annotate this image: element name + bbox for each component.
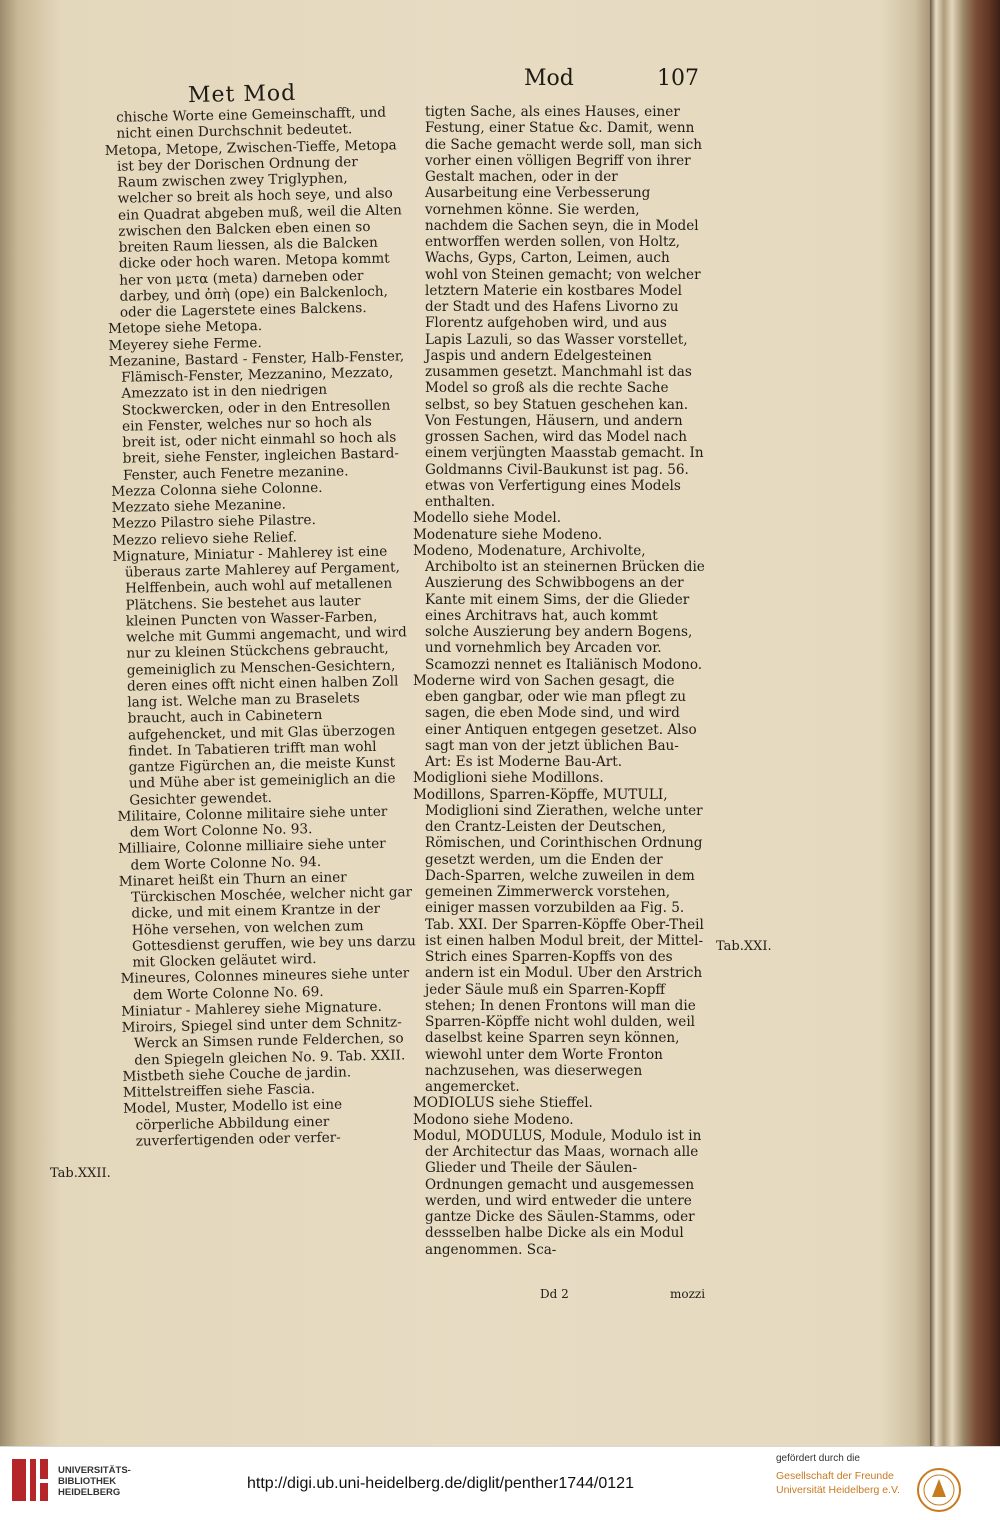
uni-line-3: HEIDELBERG — [58, 1487, 121, 1498]
university-library-logo-icon — [10, 1455, 50, 1505]
society-seal-icon — [916, 1467, 962, 1513]
entry-paragraph: Modello siehe Model. — [413, 510, 562, 527]
catchword: mozzi — [670, 1287, 706, 1301]
permalink-url[interactable]: http://digi.ub.uni-heidelberg.de/diglit/penther1744/0121 — [247, 1475, 634, 1492]
page-number: 107 — [657, 66, 699, 91]
margin-note-tab-xxi: Tab.XXI. — [716, 939, 772, 954]
entry-paragraph: Modul, MODULUS, Module, Modulo ist in der Architectur das Maas, wornach alle Glieder und Theile der Säulen-Ordnungen gemacht und ausgemessen werden, und wird entweder die untere gantze Dicke des Säulen-Stamms, oder dessselben halbe Dicke als ein Modul angenommen. Sca- — [413, 1127, 702, 1258]
entry-paragraph: Mignature, Miniatur - Mahlerey ist eine überaus zarte Mahlerey auf Pergament, Helffenbein, auch wohl auf metallenen Plätchens. Sie bestehet aus lauter kleinen Puncten von Wasser-Farben, welche mit Gummi angemacht, und wird nur zu kleinen Stückchens gebraucht, gemeiniglich zu Menschen-Gesichtern, deren eines offt nicht einen halben Zoll lang ist. Welche man zu Braselets braucht, auch in Cabinetern aufgehencket, und mit Glas überzogen findet. In Tabatieren trifft man wohl gantze Figürchen an, die meiste Kunst und Mühe aber ist gemeiniglich an die Gesichter gewendet. — [112, 543, 407, 809]
entry-paragraph: Milliaire, Colonne milliaire siehe unter dem Worte Colonne No. 94. — [118, 835, 386, 874]
entry-paragraph: Mezzo relievo siehe Relief. — [112, 528, 298, 549]
left-column — [104, 104, 420, 1149]
entry-paragraph: Mezzato siehe Mezanine. — [111, 496, 287, 516]
uni-line-2: BIBLIOTHEK — [58, 1476, 117, 1487]
entry-paragraph: Metopa, Metope, Zwischen-Tieffe, Metopa ist bey der Dorischen Ordnung der Raum zwischen zwey Triglyphen, welcher so breit als hoch seye, und also ein Quadrat abgeben muß, weil die Alten zwischen den Balcken eben einen so breiten Raum liessen, als die Balcken dicke oder hoch waren. Metopa kommt her von μετα (meta) darneben oder darbey, und ὀπὴ (ope) ein Balckenloch, oder die Lagerstete eines Balckens. — [104, 136, 402, 321]
entry-paragraph: Moderne wird von Sachen gesagt, die eben gangbar, oder wie man pflegt zu sagen, die eben Mode sind, und wird einer Antiquen entgegen gesetzet. Also sagt man von der jetzt üblichen Bau-Art: Es ist Moderne Bau-Art. — [413, 672, 697, 770]
funded-by-label: gefördert durch die — [776, 1453, 860, 1464]
entry-paragraph: Miroirs, Spiegel sind unter dem Schnitz-Werck an Simsen runde Felderchen, so den Spiegeln gleichen No. 9. Tab. XXII. — [121, 1014, 406, 1069]
entry-paragraph: Militaire, Colonne militaire siehe unter dem Wort Colonne No. 93. — [117, 803, 388, 841]
entry-paragraph: Metope siehe Metopa. — [108, 318, 263, 338]
society-line-1: Gesellschaft der Freunde — [776, 1470, 894, 1482]
signature-mark: Dd 2 — [540, 1287, 569, 1301]
entry-paragraph: Mineures, Colonnes mineures siehe unter dem Worte Colonne No. 69. — [120, 965, 410, 1004]
header-right-word: Mod — [524, 66, 574, 91]
entry-paragraph: Mistbeth siehe Couche de jardin. — [122, 1064, 352, 1085]
society-name — [776, 1469, 900, 1497]
margin-note-tab-xxii: Tab.XXII. — [50, 1166, 111, 1181]
entry-paragraph: Mezzo Pilastro siehe Pilastre. — [111, 512, 316, 533]
entry-paragraph: Modono siehe Modeno. — [413, 1111, 574, 1128]
entry-paragraph: Mezza Colonna siehe Colonne. — [111, 479, 323, 500]
header-left: Met Mod — [187, 80, 297, 109]
entry-paragraph: Mittelstreiffen siehe Fascia. — [122, 1081, 316, 1101]
entry-paragraph: Meyerey siehe Ferme. — [108, 334, 262, 354]
book-spine — [930, 0, 1000, 1446]
right-column — [413, 104, 705, 1258]
uni-line-1: UNIVERSITÄTS- — [58, 1465, 131, 1476]
entry-paragraph: Miniatur - Mahlerey siehe Mignature. — [121, 998, 382, 1020]
entry-paragraph: Modenature siehe Modeno. — [413, 526, 603, 543]
entry-paragraph: Model, Muster, Modello ist eine cörperliche Abbildung einer zuverfertigenden oder verfer- — [123, 1096, 343, 1150]
entry-paragraph: chische Worte eine Gemeinschafft, und nicht einen Durchschnit bedeutet. — [115, 104, 387, 143]
entry-paragraph: Modeno, Modenature, Archivolte, Archibolto ist an steinernen Brücken die Auszierung des Schwibbogens an der Kante mit einem Sims, der die Glieder eines Architravs hat, auch kommt solche Auszierung bey andern Bogens, und vornehmlich bey Arcaden vor. Scamozzi nennet es Italiänisch Modono. — [413, 542, 705, 673]
entry-paragraph: Modillons, Sparren-Köpffe, MUTULI, Modiglioni sind Zierathen, welche unter den Crantz-Leisten der Deutschen, Römischen, und Corinthischen Ordnung gesetzt werden, um die Enden der Dach-Sparren, welche zuweilen in dem gemeinen Zimmerwerck vorstehen, einiger massen vorzubilden aa Fig. 5. Tab. XXI. Der Sparren-Köpffe Ober-Theil ist einen halben Modul breit, der Mittel-Strich eines Sparren-Kopffs von des andern ist ein Modul. Uber den Arstrich jeder Säule muß ein Sparren-Kopff stehen; In denen Frontons will man die Sparren-Köpffe nicht wohl dulden, weil daselbst keine Sparren seyn können, wiewohl unter dem Worte Fronton nachzusehen, was dieserwegen angemercket. — [413, 786, 704, 1095]
entry-paragraph: Minaret heißt ein Thurn an einer Türckischen Moschée, welcher nicht gar dicke, und mit einem Krantze in der Höhe versehen, von welchen zum Gottesdienst geruffen, wie bey uns darzu mit Glocken geläutet wird. — [118, 869, 416, 971]
viewer-footer — [0, 1446, 1000, 1520]
entry-paragraph: Mezanine, Bastard - Fenster, Halb-Fenster, Flämisch-Fenster, Mezzanino, Mezzato, Amezzato ist in den niedrigen Stockwercken, oder in den Entresollen ein Fenster, welches nur so hoch als breit ist, oder nicht einmahl so hoch als breit, siehe Fenster, ingleichen Bastard-Fenster, auch Fenetre mezanine. — [108, 348, 405, 484]
entry-paragraph: tigten Sache, als eines Hauses, einer Festung, einer Statue &c. Damit, wenn die Sache gemacht werde soll, man sich vorher einen völligen Begriff von ihrer Gestalt machen, oder in der Ausarbeitung eine Verbesserung vornehmen könne. Sie werden, nachdem die Sachen seyn, die in Model entworffen werden sollen, von Holtz, Wachs, Gyps, Carton, Leimen, auch wohl von Steinen gemacht; von welcher letztern Materie ein kostbares Model der Stadt und des Hafens Livorno zu Florentz aufgehoben wird, und aus Lapis Lazuli, so das Wasser vorstellet, Jaspis und andern Edelgesteinen zusammen gesetzt. Manchmahl ist das Model so groß als die rechte Sache selbst, so bey Statuen geschehen kan. Von Festungen, Häusern, und andern grossen Sachen, wird das Model nach einem verjüngten Maasstab gemacht. In Goldmanns Civil-Baukunst ist pag. 56. etwas von Verfertigung eines Models enthalten. — [425, 104, 704, 510]
entry-paragraph: MODIOLUS siehe Stieffel. — [413, 1095, 593, 1112]
entry-paragraph: Modiglioni siehe Modillons. — [413, 770, 604, 787]
university-library-name — [58, 1465, 131, 1498]
society-line-2: Universität Heidelberg e.V. — [776, 1484, 900, 1496]
